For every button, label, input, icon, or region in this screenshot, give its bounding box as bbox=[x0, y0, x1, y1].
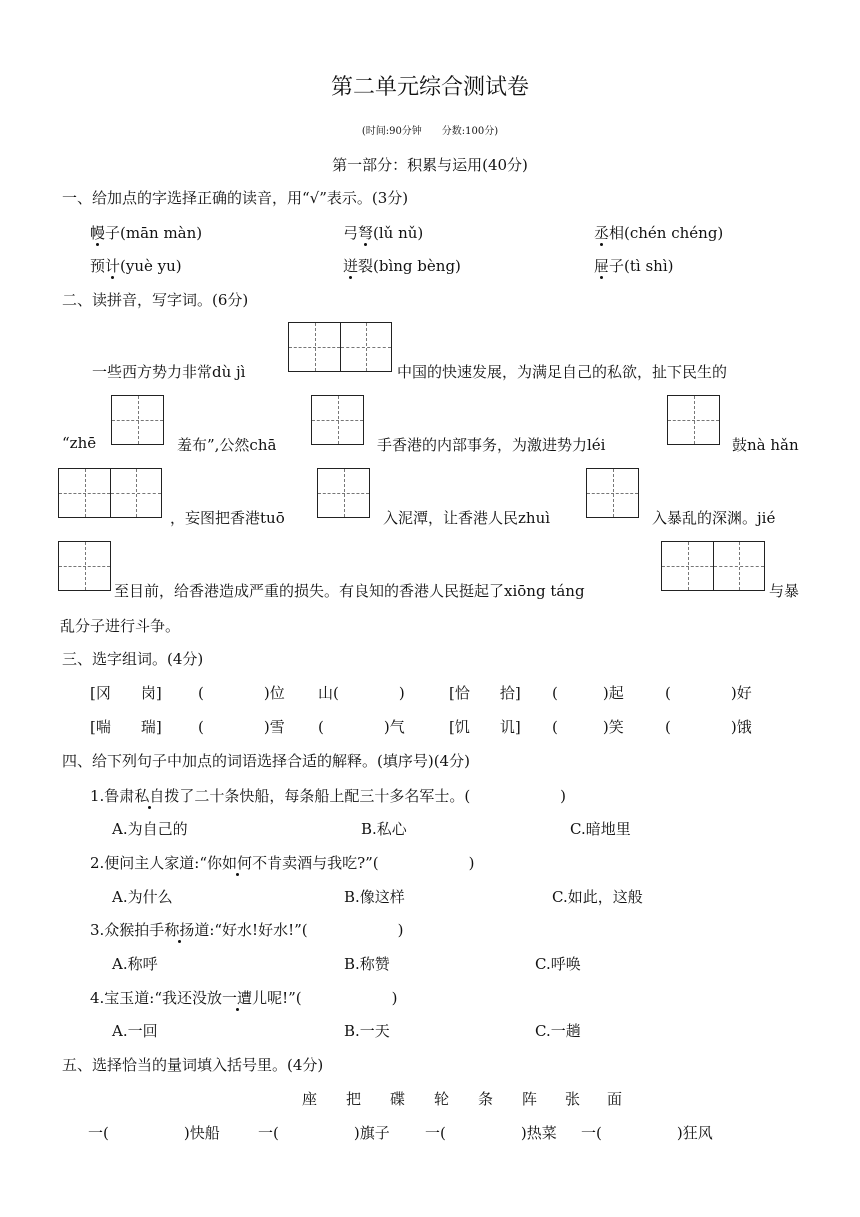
char-pair: [恰 拾] bbox=[449, 684, 521, 702]
writing-grid[interactable] bbox=[288, 322, 392, 372]
option: B.私心 bbox=[361, 820, 407, 838]
exam-meta: (时间:90分钟 分数:100分) bbox=[361, 126, 499, 137]
option: A.为什么 bbox=[112, 888, 173, 906]
q2-text: 乱分子进行斗争。 bbox=[60, 617, 181, 635]
page-title: 第二单元综合测试卷 bbox=[330, 75, 529, 100]
answer-blank[interactable]: 山( ) bbox=[318, 684, 405, 702]
word-bank-item: 阵 bbox=[522, 1090, 538, 1108]
q1-item: 弓弩(lǔ nǔ) bbox=[343, 224, 424, 242]
writing-grid[interactable] bbox=[58, 468, 162, 518]
option: B.一天 bbox=[344, 1022, 390, 1040]
answer-blank[interactable]: ( )饿 bbox=[665, 718, 752, 736]
word-bank-item: 把 bbox=[346, 1090, 362, 1108]
answer-blank[interactable]: 一( )快船 bbox=[88, 1124, 220, 1142]
q1-heading: 一、给加点的字选择正确的读音，用“√”表示。(3分) bbox=[62, 189, 409, 207]
writing-grid[interactable] bbox=[586, 468, 639, 518]
dotted-char: 屉 bbox=[594, 257, 610, 275]
q2-text: 入泥潭，让香港人民zhuì bbox=[383, 509, 551, 527]
dotted-word: 一遭 bbox=[222, 989, 253, 1007]
q4-question: 4.宝玉道:“我还没放一遭儿呢!”( ) bbox=[90, 989, 398, 1007]
q4-heading: 四、给下列句子中加点的词语选择合适的解释。(填序号)(4分) bbox=[62, 752, 470, 770]
writing-grid[interactable] bbox=[58, 541, 111, 591]
option: A.称呼 bbox=[112, 955, 158, 973]
q1-item: 预计(yuè yu) bbox=[90, 257, 182, 275]
option: B.称赞 bbox=[344, 955, 390, 973]
q2-text: 手香港的内部事务，为激进势力léi bbox=[377, 436, 606, 454]
writing-grid[interactable] bbox=[661, 541, 765, 591]
option: A.为自己的 bbox=[112, 820, 188, 838]
answer-blank[interactable]: ( )起 bbox=[552, 684, 624, 702]
option: C.一趟 bbox=[535, 1022, 581, 1040]
q2-text: 与暴 bbox=[769, 582, 800, 600]
q2-text: 鼓nà hǎn bbox=[732, 436, 799, 454]
answer-blank[interactable]: 一( )热菜 bbox=[425, 1124, 557, 1142]
char-pair: [冈 岗] bbox=[90, 684, 162, 702]
q1-item: 丞相(chén chéng) bbox=[594, 224, 724, 242]
answer-blank[interactable]: ( )位 bbox=[198, 684, 285, 702]
answer-blank[interactable]: ( )气 bbox=[318, 718, 405, 736]
q2-text: 入暴乱的深渊。jié bbox=[652, 509, 776, 527]
dotted-word: 称扬 bbox=[164, 921, 195, 939]
option: A.一回 bbox=[112, 1022, 158, 1040]
q3-heading: 三、选字组词。(4分) bbox=[62, 650, 204, 668]
q1-item: 迸裂(bìng bèng) bbox=[343, 257, 461, 275]
dotted-char: 迸 bbox=[343, 257, 359, 275]
dotted-char: 弩 bbox=[358, 224, 374, 242]
q2-text: 羞布”,公然chā bbox=[177, 436, 277, 454]
q4-question: 2.便问主人家道:“你如何不肯卖酒与我吃?”( ) bbox=[90, 854, 475, 872]
q1-item: 幔子(mān màn) bbox=[90, 224, 203, 242]
q2-text: “zhē bbox=[62, 434, 97, 452]
q5-heading: 五、选择恰当的量词填入括号里。(4分) bbox=[62, 1056, 324, 1074]
q2-text: 中国的快速发展，为满足自己的私欲，扯下民生的 bbox=[397, 363, 728, 381]
answer-blank[interactable]: ( )雪 bbox=[198, 718, 285, 736]
q4-question: 1.鲁肃私自拨了二十条快船，每条船上配三十多名军士。( ) bbox=[90, 787, 567, 805]
q2-text: 至目前，给香港造成严重的损失。有良知的香港人民挺起了xiōng táng bbox=[114, 582, 585, 600]
answer-blank[interactable]: ( )笑 bbox=[552, 718, 624, 736]
dotted-word: 私自 bbox=[134, 787, 165, 805]
dotted-char: 计 bbox=[105, 257, 121, 275]
option: C.如此，这般 bbox=[552, 888, 643, 906]
writing-grid[interactable] bbox=[311, 395, 364, 445]
word-bank-item: 碟 bbox=[390, 1090, 406, 1108]
option: C.呼唤 bbox=[535, 955, 581, 973]
answer-blank[interactable]: 一( )旗子 bbox=[258, 1124, 390, 1142]
word-bank-item: 座 bbox=[302, 1090, 318, 1108]
answer-blank[interactable]: 一( )狂风 bbox=[581, 1124, 713, 1142]
dotted-char: 丞 bbox=[594, 224, 610, 242]
dotted-word: 如何 bbox=[222, 854, 253, 872]
option: C.暗地里 bbox=[570, 820, 631, 838]
writing-grid[interactable] bbox=[111, 395, 164, 445]
word-bank-item: 张 bbox=[565, 1090, 581, 1108]
q1-item: 屉子(tì shì) bbox=[594, 257, 674, 275]
part-one-heading: 第一部分：积累与运用(40分) bbox=[332, 156, 528, 174]
writing-grid[interactable] bbox=[317, 468, 370, 518]
word-bank-item: 条 bbox=[478, 1090, 494, 1108]
word-bank-item: 轮 bbox=[434, 1090, 450, 1108]
q2-text: 一些西方势力非常dù jì bbox=[92, 363, 246, 381]
dotted-char: 幔 bbox=[90, 224, 106, 242]
option: B.像这样 bbox=[344, 888, 405, 906]
word-bank-item: 面 bbox=[607, 1090, 623, 1108]
char-pair: [饥 讥] bbox=[449, 718, 521, 736]
q2-heading: 二、读拼音，写字词。(6分) bbox=[62, 291, 249, 309]
writing-grid[interactable] bbox=[667, 395, 720, 445]
char-pair: [喘 瑞] bbox=[90, 718, 162, 736]
q2-text: ，妄图把香港tuō bbox=[170, 509, 285, 527]
q4-question: 3.众猴拍手称扬道:“好水!好水!”( ) bbox=[90, 921, 404, 939]
answer-blank[interactable]: ( )好 bbox=[665, 684, 752, 702]
